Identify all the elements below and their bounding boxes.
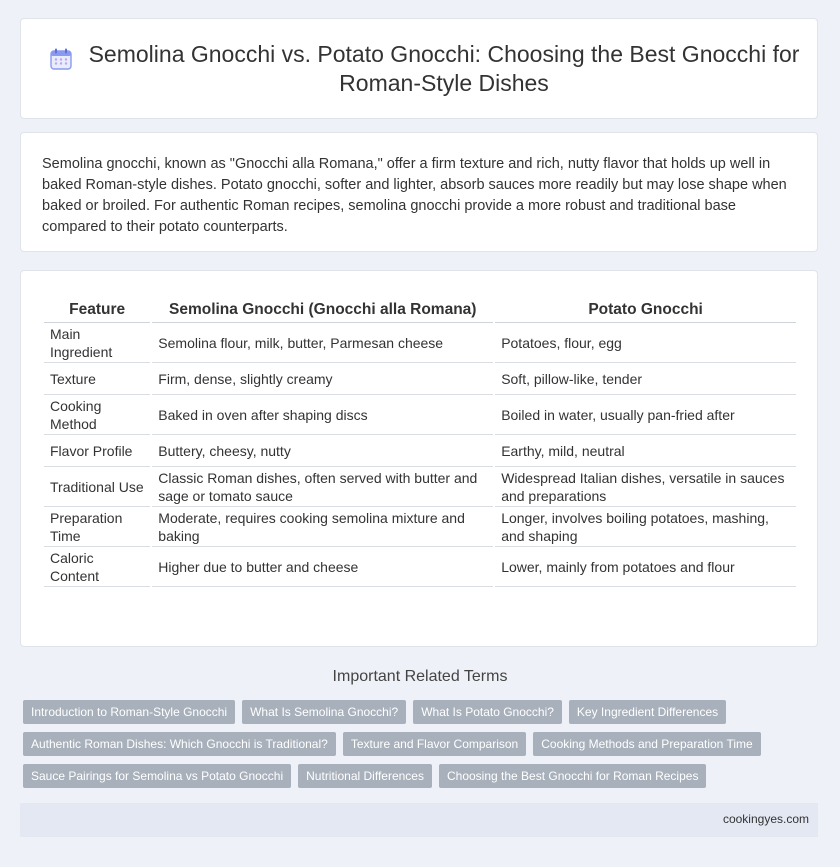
header-feature: Feature [44,295,150,323]
table-cell-feature: Texture [44,363,150,395]
summary-text: Semolina gnocchi, known as "Gnocchi alla Romana," offer a firm texture and rich, nutty flavor that holds up well in baked Roman-style dishes. Potato gnocchi, softer and lighter, absorb sauces more readily but may lose shape when baked or broiled. For authentic Roman recipes, semolina gnocchi provide a more robust and traditional base compared to their potato counterparts. [42,156,787,235]
footer [20,803,818,837]
table-cell-feature: Cooking Method [44,395,150,435]
header-semolina: Semolina Gnocchi (Gnocchi alla Romana) [152,295,493,323]
table-cell-semolina: Classic Roman dishes, often served with butter and sage or tomato sauce [152,467,493,507]
table-cell-potato: Widespread Italian dishes, versatile in sauces and preparations [495,467,796,507]
table-cell-feature: Traditional Use [44,467,150,507]
table-cell-feature: Caloric Content [44,547,150,587]
table-row [44,467,796,507]
table-cell-feature: Main Ingredient [44,323,150,363]
related-term-tag[interactable]: Texture and Flavor Comparison [343,732,526,756]
summary-card [20,132,818,252]
related-term-tag[interactable]: Nutritional Differences [298,764,432,788]
related-terms-tags [23,700,823,796]
table-cell-semolina: Buttery, cheesy, nutty [152,435,493,467]
page-title: Semolina Gnocchi vs. Potato Gnocchi: Choosing the Best Gnocchi for Roman-Style Dishes [88,40,800,96]
table-row [44,323,796,363]
table-cell-potato: Earthy, mild, neutral [495,435,796,467]
table-cell-potato: Longer, involves boiling potatoes, mashing, and shaping [495,507,796,547]
related-term-tag[interactable]: Cooking Methods and Preparation Time [533,732,760,756]
table-cell-potato: Soft, pillow-like, tender [495,363,796,395]
table-row [44,435,796,467]
table-row [44,363,796,395]
table-row [44,547,796,587]
related-term-tag[interactable]: Sauce Pairings for Semolina vs Potato Gnocchi [23,764,291,788]
tag-row [23,764,823,788]
header-potato: Potato Gnocchi [495,295,796,323]
related-term-tag[interactable]: Choosing the Best Gnocchi for Roman Recipes [439,764,706,788]
table-cell-feature: Preparation Time [44,507,150,547]
related-terms-title: Important Related Terms [332,668,508,685]
table-cell-semolina: Semolina flour, milk, butter, Parmesan cheese [152,323,493,363]
tag-row [23,700,823,724]
table-cell-potato: Boiled in water, usually pan-fried after [495,395,796,435]
related-term-tag[interactable]: What Is Semolina Gnocchi? [242,700,406,724]
table-cell-potato: Potatoes, flour, egg [495,323,796,363]
table-cell-semolina: Higher due to butter and cheese [152,547,493,587]
related-term-tag[interactable]: Introduction to Roman-Style Gnocchi [23,700,235,724]
related-term-tag[interactable]: Authentic Roman Dishes: Which Gnocchi is Traditional? [23,732,336,756]
comparison-table [42,295,798,587]
table-cell-semolina: Baked in oven after shaping discs [152,395,493,435]
table-cell-semolina: Firm, dense, slightly creamy [152,363,493,395]
table-header-row [44,295,796,323]
header-card [20,18,818,119]
related-term-tag[interactable]: What Is Potato Gnocchi? [413,700,562,724]
footer-site-link[interactable]: cookingyes.com [722,812,809,826]
comparison-table-card [20,270,818,647]
related-term-tag[interactable]: Key Ingredient Differences [569,700,726,724]
tag-row [23,732,823,756]
table-row [44,395,796,435]
table-cell-feature: Flavor Profile [44,435,150,467]
table-cell-potato: Lower, mainly from potatoes and flour [495,547,796,587]
table-cell-semolina: Moderate, requires cooking semolina mixture and baking [152,507,493,547]
table-row [44,507,796,547]
